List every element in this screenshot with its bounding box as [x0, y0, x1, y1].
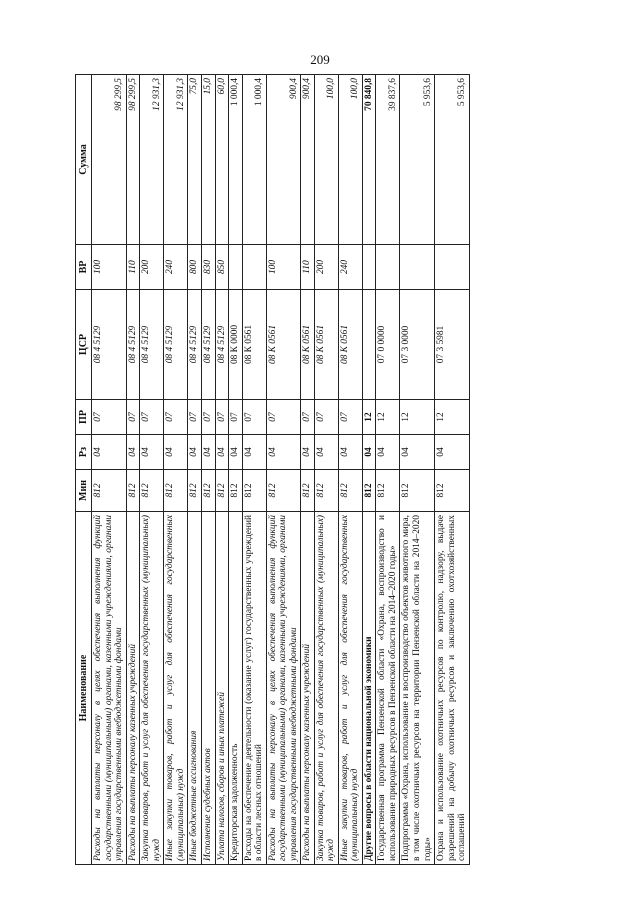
row-rz: 04 — [435, 435, 470, 470]
row-pr: 07 — [266, 400, 301, 435]
row-csr: 08 К 0561 — [301, 290, 315, 400]
row-sum: 5 953,6 — [435, 75, 470, 245]
row-rz: 04 — [215, 435, 229, 470]
row-sum: 900,4 — [301, 75, 315, 245]
row-pr: 07 — [140, 400, 164, 435]
row-vr: 800 — [188, 245, 202, 290]
row-name: Охрана и использование охотничьих ресурсов по контролю, надзору, выдаче разрешений на добычу охотничьих ресурсов и заключению охотхозяйственных соглашений — [435, 512, 470, 865]
table-row — [164, 75, 188, 865]
table-row — [301, 75, 315, 865]
row-pr: 07 — [314, 400, 338, 435]
row-name: Другие вопросы в области национальной экономики — [362, 512, 376, 865]
row-sum: 12 931,3 — [164, 75, 188, 245]
row-rz: 04 — [362, 435, 376, 470]
row-sum: 100,0 — [314, 75, 338, 245]
table-header-row — [76, 75, 92, 865]
row-pr: 12 — [362, 400, 376, 435]
row-rz: 04 — [266, 435, 301, 470]
table-row — [215, 75, 229, 865]
row-rz: 04 — [338, 435, 362, 470]
row-vr — [435, 245, 470, 290]
row-vr: 240 — [164, 245, 188, 290]
row-pr: 07 — [229, 400, 243, 435]
rotated-page-content — [75, 75, 595, 865]
row-name: Кредиторская задолженность — [229, 512, 243, 865]
row-csr: 07 3 0000 — [400, 290, 435, 400]
row-rz: 04 — [92, 435, 127, 470]
row-vr: 100 — [266, 245, 301, 290]
row-csr: 08 4 5129 — [188, 290, 202, 400]
table-body — [92, 75, 469, 865]
row-pr: 07 — [164, 400, 188, 435]
row-name: Расходы на обеспечение деятельности (оказание услуг) государственных учреждений в области лесных отношений — [242, 512, 266, 865]
row-vr: 110 — [301, 245, 315, 290]
row-csr: 08 4 5129 — [92, 290, 127, 400]
row-name: Государственная программа Пензенской области «Охрана, воспроизводство и использование природных ресурсов в Пензенской области на 2014–2020 годы» — [376, 512, 400, 865]
row-min: 812 — [215, 470, 229, 512]
row-vr — [376, 245, 400, 290]
row-name: Расходы на выплаты персоналу казенных учреждений — [126, 512, 140, 865]
row-min: 812 — [435, 470, 470, 512]
row-name: Закупка товаров, работ и услуг для обеспечения государственных (муниципальных) нужд — [314, 512, 338, 865]
row-min: 812 — [314, 470, 338, 512]
row-rz: 04 — [188, 435, 202, 470]
row-min: 812 — [188, 470, 202, 512]
row-sum: 5 953,6 — [400, 75, 435, 245]
row-min: 812 — [266, 470, 301, 512]
row-min: 812 — [362, 470, 376, 512]
table-row — [376, 75, 400, 865]
row-rz: 04 — [376, 435, 400, 470]
row-pr: 12 — [376, 400, 400, 435]
table-row — [92, 75, 127, 865]
row-name: Иные закупки товаров, работ и услуг для обеспечения государственных (муниципальных) нужд — [164, 512, 188, 865]
row-csr: 08 4 5129 — [140, 290, 164, 400]
row-csr: 07 0 0000 — [376, 290, 400, 400]
row-csr: 08 К 0000 — [229, 290, 243, 400]
header-sum: Сумма — [76, 75, 92, 245]
row-vr: 830 — [201, 245, 215, 290]
header-vr: ВР — [76, 245, 92, 290]
header-min: Мин — [76, 470, 92, 512]
row-csr: 08 К 0561 — [338, 290, 362, 400]
row-min: 812 — [229, 470, 243, 512]
row-csr: 08 4 5129 — [201, 290, 215, 400]
row-sum: 98 299,5 — [126, 75, 140, 245]
row-csr: 07 3 5981 — [435, 290, 470, 400]
row-pr: 07 — [301, 400, 315, 435]
row-csr: 08 К 0561 — [242, 290, 266, 400]
row-name: Уплата налогов, сборов и иных платежей — [215, 512, 229, 865]
row-pr: 07 — [92, 400, 127, 435]
table-row — [242, 75, 266, 865]
header-csr: ЦСР — [76, 290, 92, 400]
row-name: Иные закупки товаров, работ и услуг для обеспечения государственных (муниципальных) нужд — [338, 512, 362, 865]
table-region — [75, 75, 595, 865]
row-pr: 07 — [188, 400, 202, 435]
budget-table — [75, 74, 470, 865]
row-csr: 08 4 5129 — [126, 290, 140, 400]
row-vr: 200 — [314, 245, 338, 290]
row-sum: 60,0 — [215, 75, 229, 245]
table-row — [140, 75, 164, 865]
row-csr: 08 4 5129 — [164, 290, 188, 400]
row-name: Расходы на выплаты персоналу в целях обеспечения выполнения функций государственными (муниципальными) органами, казенными учреждениями, органами управления государственными внебюджетными фондами — [266, 512, 301, 865]
row-vr — [400, 245, 435, 290]
row-pr: 07 — [126, 400, 140, 435]
row-rz: 04 — [400, 435, 435, 470]
header-name: Наименование — [76, 512, 92, 865]
row-min: 812 — [126, 470, 140, 512]
row-pr: 12 — [400, 400, 435, 435]
table-row — [362, 75, 376, 865]
row-vr: 200 — [140, 245, 164, 290]
row-vr — [242, 245, 266, 290]
table-row — [201, 75, 215, 865]
row-min: 812 — [242, 470, 266, 512]
row-min: 812 — [338, 470, 362, 512]
table-row — [188, 75, 202, 865]
row-name: Закупка товаров, работ и услуг для обеспечения государственных (муниципальных) нужд — [140, 512, 164, 865]
row-sum: 98 299,5 — [92, 75, 127, 245]
row-min: 812 — [400, 470, 435, 512]
row-name: Исполнение судебных актов — [201, 512, 215, 865]
table-row — [435, 75, 470, 865]
row-vr: 110 — [126, 245, 140, 290]
row-rz: 04 — [126, 435, 140, 470]
row-csr: 08 К 0561 — [314, 290, 338, 400]
row-min: 812 — [376, 470, 400, 512]
page-number: 209 — [310, 52, 330, 67]
row-vr — [362, 245, 376, 290]
row-min: 812 — [164, 470, 188, 512]
row-rz: 04 — [164, 435, 188, 470]
table-row — [266, 75, 301, 865]
row-sum: 1 000,4 — [242, 75, 266, 245]
row-name: Подпрограмма «Охрана, использование и воспроизводство объектов животного мира, в том числе охотничьих ресурсов на территории Пензенской области на 2014–2020 годы» — [400, 512, 435, 865]
row-sum: 70 840,8 — [362, 75, 376, 245]
row-pr: 07 — [338, 400, 362, 435]
table-row — [229, 75, 243, 865]
row-sum: 15,0 — [201, 75, 215, 245]
table-row — [338, 75, 362, 865]
row-min: 812 — [140, 470, 164, 512]
row-sum: 75,0 — [188, 75, 202, 245]
row-min: 812 — [201, 470, 215, 512]
header-rz: Рз — [76, 435, 92, 470]
row-name: Иные бюджетные ассигнования — [188, 512, 202, 865]
row-vr: 240 — [338, 245, 362, 290]
header-pr: ПР — [76, 400, 92, 435]
row-vr: 100 — [92, 245, 127, 290]
row-name: Расходы на выплаты персоналу казенных учреждений — [301, 512, 315, 865]
row-vr: 850 — [215, 245, 229, 290]
row-rz: 04 — [140, 435, 164, 470]
row-min: 812 — [92, 470, 127, 512]
row-csr: 08 4 5129 — [215, 290, 229, 400]
row-rz: 04 — [314, 435, 338, 470]
row-vr — [229, 245, 243, 290]
row-sum: 900,4 — [266, 75, 301, 245]
table-row — [126, 75, 140, 865]
row-pr: 12 — [435, 400, 470, 435]
row-csr: 08 К 0561 — [266, 290, 301, 400]
row-pr: 07 — [242, 400, 266, 435]
row-name: Расходы на выплаты персоналу в целях обеспечения выполнения функций государственными (муниципальными) органами, казенными учреждениями, органами управления государственными внебюджетными фондами — [92, 512, 127, 865]
row-sum: 1 000,4 — [229, 75, 243, 245]
row-pr: 07 — [201, 400, 215, 435]
row-pr: 07 — [215, 400, 229, 435]
row-rz: 04 — [242, 435, 266, 470]
row-csr — [362, 290, 376, 400]
row-rz: 04 — [301, 435, 315, 470]
row-sum: 12 931,3 — [140, 75, 164, 245]
row-rz: 04 — [229, 435, 243, 470]
table-row — [400, 75, 435, 865]
row-sum: 39 837,6 — [376, 75, 400, 245]
row-rz: 04 — [201, 435, 215, 470]
table-row — [314, 75, 338, 865]
row-sum: 100,0 — [338, 75, 362, 245]
row-min: 812 — [301, 470, 315, 512]
